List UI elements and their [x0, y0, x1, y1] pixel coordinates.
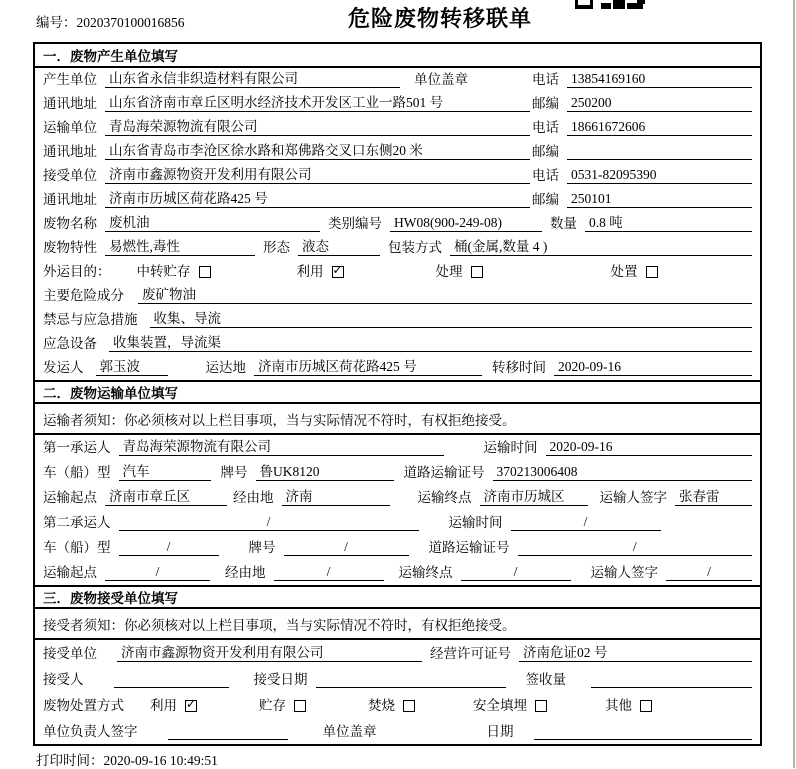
receive-date-value-field — [316, 687, 506, 688]
destination-value-field: 济南市历城区荷花路425 号 — [254, 355, 482, 376]
origin-label: 运输起点 — [43, 565, 97, 580]
packaging-value-field: 桶(金属,数量 4 ) — [450, 235, 752, 256]
characteristic-value-field: 易燃性,毒性 — [105, 235, 255, 256]
purpose-option-utilize — [297, 260, 344, 280]
equipment-value-field: 收集装置，导流渠 — [109, 331, 752, 352]
category-value-field: HW08(900-249-08) — [390, 215, 542, 232]
page-right-edge — [793, 0, 795, 768]
responsible-sign-label: 单位负责人签字 — [43, 724, 138, 739]
landfill-checkbox — [535, 700, 547, 712]
vehicle-type-label: 车（船）型 — [43, 465, 111, 480]
carrier1-label: 第一承运人 — [43, 440, 111, 455]
receiver-label: 接受单位 — [43, 168, 97, 183]
packaging-label: 包装方式 — [388, 240, 442, 255]
zip-label: 邮编 — [532, 144, 559, 159]
via-value-field: / — [274, 564, 384, 581]
plate-value-field: / — [284, 539, 409, 556]
address-label: 通讯地址 — [43, 144, 97, 159]
terminus-label: 运输终点 — [398, 565, 453, 580]
disposal-method-label: 废物处置方式 — [43, 698, 124, 713]
other-checkbox — [640, 700, 652, 712]
terminus-label: 运输终点 — [417, 490, 472, 505]
unit-seal-label: 单位盖章 — [322, 724, 377, 739]
section-producer — [35, 44, 760, 380]
transporter-label: 运输单位 — [43, 120, 97, 135]
consignor-label: 发运人 — [43, 360, 84, 375]
origin-label: 运输起点 — [43, 490, 97, 505]
row-waste-characteristic — [35, 236, 760, 260]
row-transporter-address — [35, 140, 760, 164]
other-label: 其他 — [605, 698, 632, 713]
section2-title: 二．废物运输单位填写 — [35, 380, 760, 404]
terminus-value-field: 济南市历城区 — [480, 485, 588, 506]
transporter-sign-label: 运输人签字 — [590, 565, 658, 580]
disposal-option-other — [605, 694, 652, 714]
serial-number — [36, 11, 185, 31]
incinerate-label: 焚烧 — [368, 698, 395, 713]
waste-name-label: 废物名称 — [43, 216, 97, 231]
row-consignor — [35, 356, 760, 380]
date-value-field — [534, 739, 753, 740]
purpose-option-dispose — [611, 260, 658, 280]
transport-time-label: 运输时间 — [483, 440, 538, 455]
treat-label: 处理 — [435, 264, 463, 279]
terminus-value-field: / — [461, 564, 571, 581]
equipment-label: 应急设备 — [43, 336, 97, 351]
row-disposal-method — [35, 692, 760, 718]
transport-time-value-field: / — [511, 514, 661, 531]
row-vehicle1 — [35, 460, 760, 485]
transfer-storage-label: 中转贮存 — [136, 264, 191, 279]
form-state-value-field: 液态 — [298, 235, 380, 256]
address-value-field: 山东省青岛市李沧区徐水路和郑佛路交叉口东侧20 米 — [105, 139, 530, 160]
section3-title: 三．废物接受单位填写 — [35, 585, 760, 609]
receive-unit-value-field: 济南市鑫源物资开发利用有限公司 — [117, 641, 422, 662]
serial-value: 2020370100016856 — [76, 15, 185, 30]
row-receive-unit — [35, 640, 760, 666]
row-receiver — [35, 164, 760, 188]
form-state-label: 形态 — [263, 240, 290, 255]
row-taboo-measures — [35, 308, 760, 332]
row-first-carrier — [35, 435, 760, 460]
phone-label: 电话 — [532, 72, 559, 87]
vehicle-type-value-field: / — [119, 539, 219, 556]
landfill-label: 安全填埋 — [473, 698, 527, 713]
utilize-checkbox — [185, 700, 197, 712]
row-transporter — [35, 116, 760, 140]
row-second-carrier — [35, 510, 760, 535]
incinerate-checkbox — [403, 700, 415, 712]
dispose-label: 处置 — [610, 264, 638, 279]
document-header — [0, 0, 796, 42]
zip-label: 邮编 — [532, 96, 559, 111]
date-label: 日期 — [486, 724, 514, 739]
phone-value-field: 18661672606 — [567, 119, 752, 136]
received-amount-label: 签收量 — [525, 672, 566, 687]
phone-label: 电话 — [532, 120, 559, 135]
unit-seal-label: 单位盖章 — [414, 72, 468, 87]
receive-unit-label: 接受单位 — [43, 646, 97, 661]
carrier1-value-field: 青岛海荣源物流有限公司 — [119, 435, 444, 456]
transfer-form-table — [33, 42, 762, 746]
row-producer-address — [35, 92, 760, 116]
vehicle-type-label: 车（船）型 — [43, 540, 111, 555]
transport-time-label: 运输时间 — [448, 515, 503, 530]
producer-label: 产生单位 — [43, 72, 97, 87]
section1-title: 一．废物产生单位填写 — [35, 44, 760, 68]
row-receiver-address — [35, 188, 760, 212]
transporter-sign-value-field: 张春雷 — [675, 485, 752, 506]
transfer-storage-checkbox — [199, 266, 211, 278]
plate-value-field: 鲁UK8120 — [256, 460, 394, 481]
treat-checkbox — [471, 266, 483, 278]
qr-code-fragment-icon — [575, 0, 647, 9]
origin-value-field: / — [105, 564, 210, 581]
transfer-time-label: 转移时间 — [492, 360, 546, 375]
responsible-sign-value-field — [168, 739, 288, 740]
disposal-option-store — [259, 694, 306, 714]
address-label: 通讯地址 — [43, 96, 97, 111]
transporter-notice: 运输者须知：你必须核对以上栏目事项，当与实际情况不符时，有权拒绝接受。 — [35, 404, 760, 435]
serial-label: 编号： — [36, 15, 77, 30]
store-checkbox — [294, 700, 306, 712]
receive-person-value-field — [114, 687, 229, 688]
row-receive-person — [35, 666, 760, 692]
transporter-sign-value-field: / — [666, 564, 752, 581]
transport-time-value-field: 2020-09-16 — [546, 439, 753, 456]
zip-value-field: 250101 — [567, 191, 752, 208]
row-route2 — [35, 560, 760, 585]
page-title: 危险废物转移联单 — [347, 6, 533, 31]
carrier2-value-field: / — [119, 514, 419, 531]
store-label: 贮存 — [259, 698, 286, 713]
hazard-value-field: 废矿物油 — [138, 283, 752, 304]
disposal-option-landfill — [473, 694, 547, 714]
via-label: 经由地 — [225, 565, 266, 580]
section-transporter — [35, 380, 760, 585]
plate-label: 牌号 — [220, 465, 248, 480]
utilize-label: 利用 — [296, 264, 324, 279]
row-transfer-purpose — [35, 260, 760, 284]
disposal-option-utilize — [150, 694, 197, 714]
via-label: 经由地 — [233, 490, 274, 505]
via-value-field: 济南 — [282, 485, 390, 506]
section-receiver — [35, 585, 760, 744]
quantity-value-field: 0.8 吨 — [585, 211, 752, 232]
receiver-value-field: 济南市鑫源物资开发利用有限公司 — [105, 163, 530, 184]
receive-date-label: 接受日期 — [253, 672, 308, 687]
address-value-field: 山东省济南市章丘区明水经济技术开发区工业一路501 号 — [105, 91, 530, 112]
producer-value-field: 山东省永信非织造材料有限公司 — [105, 67, 400, 88]
row-vehicle2 — [35, 535, 760, 560]
road-license-label: 道路运输证号 — [428, 540, 510, 555]
phone-value-field: 13854169160 — [567, 71, 752, 88]
row-responsible-signature — [35, 718, 760, 744]
permit-value-field: 济南危证02 号 — [519, 641, 752, 662]
address-label: 通讯地址 — [43, 192, 97, 207]
road-license-value-field: / — [518, 539, 753, 556]
print-time-value: 2020-09-16 10:49:51 — [103, 753, 218, 768]
destination-label: 运达地 — [205, 360, 246, 375]
zip-value-field: 250200 — [567, 95, 752, 112]
purpose-label: 外运目的： — [43, 264, 111, 279]
taboo-value-field: 收集、导流 — [150, 307, 753, 328]
transfer-time-value-field: 2020-09-16 — [554, 359, 752, 376]
transporter-value-field: 青岛海荣源物流有限公司 — [105, 115, 530, 136]
purpose-option-transfer-storage — [137, 260, 211, 280]
dispose-checkbox — [646, 266, 658, 278]
vehicle-type-value-field: 汽车 — [119, 460, 211, 481]
print-time — [36, 749, 218, 769]
row-route1 — [35, 485, 760, 510]
row-hazard-component — [35, 284, 760, 308]
row-waste-name — [35, 212, 760, 236]
zip-label: 邮编 — [532, 192, 559, 207]
category-label: 类别编号 — [328, 216, 382, 231]
waste-name-value-field: 废机油 — [105, 211, 320, 232]
characteristic-label: 废物特性 — [43, 240, 97, 255]
received-amount-value-field — [591, 687, 752, 688]
utilize-label: 利用 — [150, 698, 177, 713]
carrier2-label: 第二承运人 — [43, 515, 111, 530]
quantity-label: 数量 — [550, 216, 577, 231]
consignor-value-field: 郭玉波 — [96, 355, 168, 376]
utilize-checkbox — [332, 266, 344, 278]
hazard-label: 主要危险成分 — [43, 288, 124, 303]
zip-value-field — [567, 159, 752, 160]
disposal-option-incinerate — [368, 694, 415, 714]
purpose-option-treat — [436, 260, 483, 280]
taboo-label: 禁忌与应急措施 — [43, 312, 138, 327]
origin-value-field: 济南市章丘区 — [105, 485, 227, 506]
phone-value-field: 0531-82095390 — [567, 167, 752, 184]
road-license-label: 道路运输证号 — [403, 465, 485, 480]
phone-label: 电话 — [532, 168, 559, 183]
receiver-notice: 接受者须知：你必须核对以上栏目事项，当与实际情况不符时，有权拒绝接受。 — [35, 609, 760, 640]
row-producer — [35, 68, 760, 92]
print-time-label: 打印时间： — [36, 753, 104, 768]
receive-person-label: 接受人 — [43, 672, 84, 687]
address-value-field: 济南市历城区荷花路425 号 — [105, 187, 530, 208]
row-emergency-equipment — [35, 332, 760, 356]
permit-label: 经营许可证号 — [430, 646, 511, 661]
road-license-value-field: 370213006408 — [493, 464, 753, 481]
plate-label: 牌号 — [248, 540, 276, 555]
transporter-sign-label: 运输人签字 — [599, 490, 667, 505]
